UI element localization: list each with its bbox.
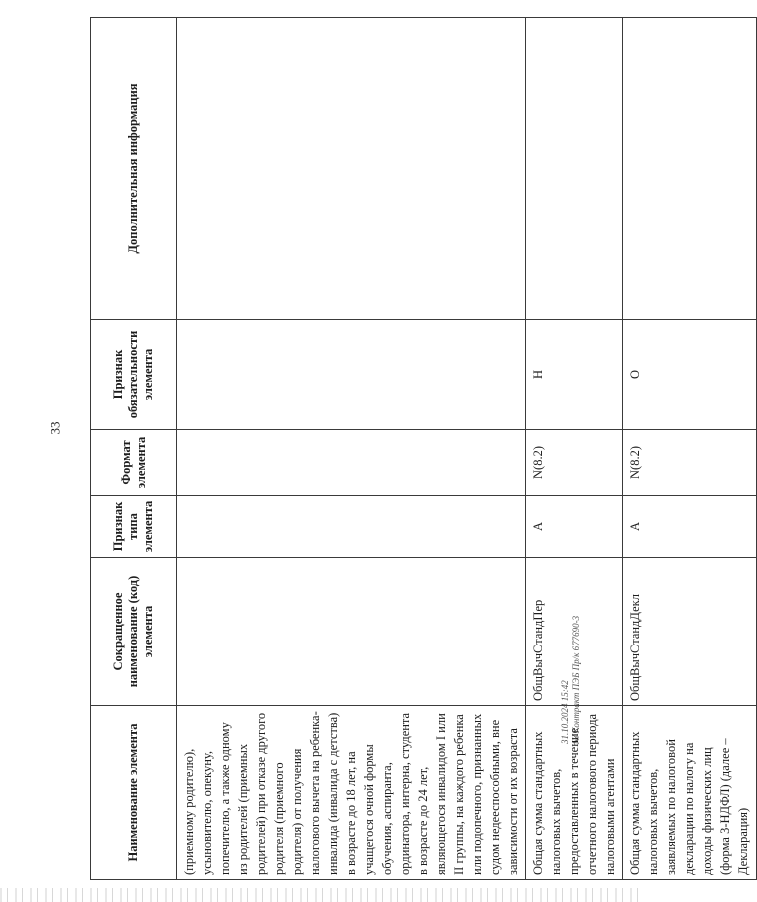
cell-info bbox=[526, 18, 623, 320]
header-required: Признак обязательности элемента bbox=[91, 320, 177, 430]
cell-format: N(8.2) bbox=[526, 430, 623, 496]
cell-type bbox=[177, 496, 526, 558]
cell-code: ОбщВычСтандПер bbox=[526, 558, 623, 706]
header-info: Дополнительная информация bbox=[91, 18, 177, 320]
cell-format bbox=[177, 430, 526, 496]
header-format: Формат элемента bbox=[91, 430, 177, 496]
header-name: Наименование элемента bbox=[91, 706, 177, 880]
cell-info bbox=[623, 18, 757, 320]
table-header-row bbox=[91, 18, 177, 880]
cell-name: Общая сумма стандартных налоговых вычетов, заявляемых по налоговой декларации по налогу на доходы физических лиц (форма 3-НДФЛ) (далее – Декларация) bbox=[623, 706, 757, 880]
cell-type: А bbox=[526, 496, 623, 558]
cell-name: Общая сумма стандартных налоговых вычетов, предоставленных в течение отчетного налогового периода налоговыми агентами bbox=[526, 706, 623, 880]
stamp-line-2: № Контракт ПЭБ Пр/к 677690-3 bbox=[571, 615, 581, 744]
elements-table bbox=[90, 17, 757, 880]
cell-required: Н bbox=[526, 320, 623, 430]
cell-format: N(8.2) bbox=[623, 430, 757, 496]
table-row bbox=[526, 18, 623, 880]
cell-type: А bbox=[623, 496, 757, 558]
stamp-line-1: 31.10.2024 15:42 bbox=[560, 680, 570, 744]
page-number: 33 bbox=[47, 421, 63, 435]
cell-required bbox=[177, 320, 526, 430]
scan-noise bbox=[0, 888, 640, 902]
cell-code bbox=[177, 558, 526, 706]
header-type: Признак типа элемента bbox=[91, 496, 177, 558]
header-code: Сокращенное наименование (код) элемента bbox=[91, 558, 177, 706]
cell-info bbox=[177, 18, 526, 320]
cell-required: О bbox=[623, 320, 757, 430]
cell-name: (приемному родителю), усыновителю, опекуну, попечителю, а также одному из родителей (приемных родителей) при отказе другого родителя (приемного родителя) от получения налогового вычета на ребенка-инвалида (инвалида с детства) в возрасте до 18 лет, на учащегося очной формы обучения, аспиранта, ординатора, интерна, студента в возрасте до 24 лет, являющегося инвалидом I или II группы, на каждого ребенка или подопечного, признанных судом недееспособными, вне зависимости от их возраста bbox=[177, 706, 526, 880]
table-row bbox=[177, 18, 526, 880]
table-row bbox=[623, 18, 757, 880]
cell-code: ОбщВычСтандДекл bbox=[623, 558, 757, 706]
